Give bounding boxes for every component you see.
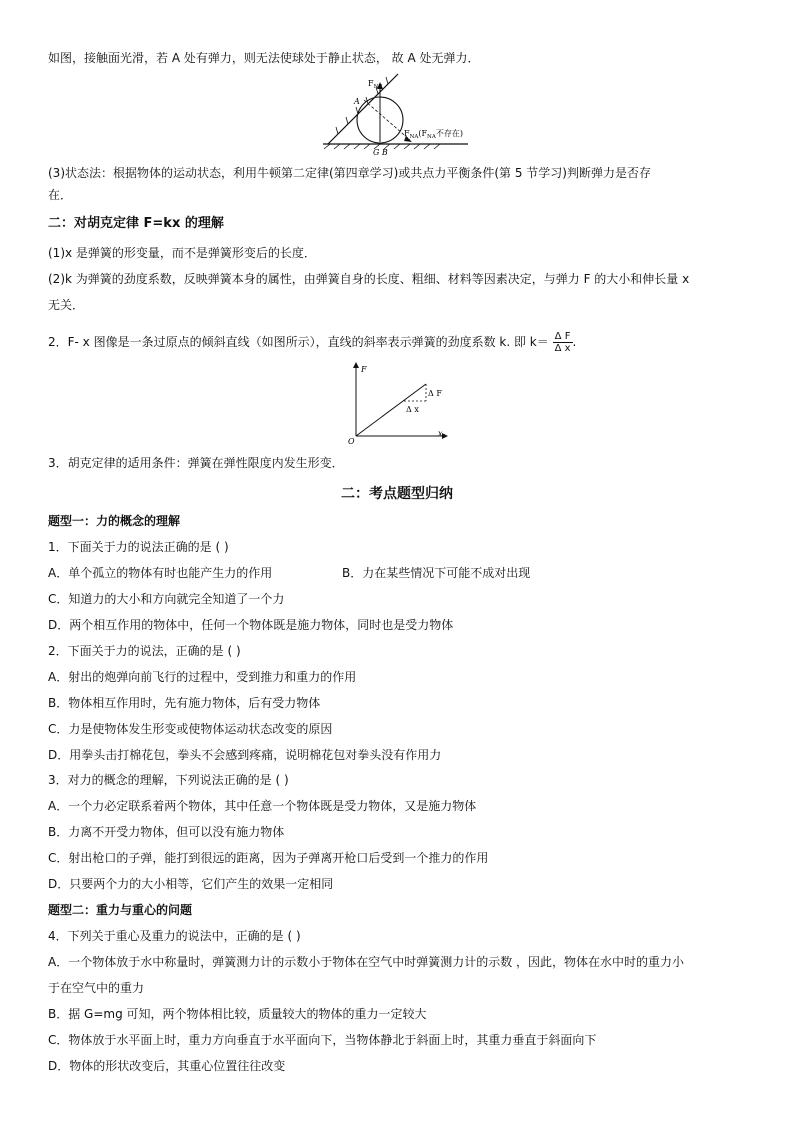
incline-line xyxy=(328,74,398,144)
axis-x-label: x xyxy=(438,429,443,438)
axis-f-label: F xyxy=(361,365,367,374)
q2-option-b: B．物体相互作用时，先有施力物体，后有受力物体 xyxy=(48,696,321,710)
delta-f-label: Δ F xyxy=(428,389,442,398)
q3-option-d: D．只要两个力的大小相等，它们产生的效果一定相同 xyxy=(48,877,334,891)
q4-option-a: A．一个物体放于水中称量时，弹簧测力计的示数小于物体在空气中时弹簧测力计的示数 ，因此，物体在水中时的重力小 xyxy=(48,955,685,969)
f-x-graph xyxy=(342,360,452,444)
q3-stem: 3．对力的概念的理解，下列说法正确的是 ( ) xyxy=(48,773,289,787)
hooke-graph-text: 2．F- x 图像是一条过原点的倾斜直线（如图所示），直线的斜率表示弹簧的劲度系数 k. 即 k＝ xyxy=(48,335,549,349)
intro-paragraph: 如图，接触面光滑，若 A 处有弹力，则无法使球处于静止状态， 故 A 处无弹力． xyxy=(48,51,480,65)
hooke-point-2b: 无关． xyxy=(48,298,85,312)
q4-option-c: C．物体放于水平面上时，重力方向垂直于水平面向下，当物体静北于斜面上时，其重力垂直于斜面向下 xyxy=(48,1033,597,1047)
label-fna: $F_{NA}(F_{NA}$不存在) xyxy=(404,129,463,140)
q1-stem: 1．下面关于力的说法正确的是 ( ) xyxy=(48,540,229,554)
q1-option-c: C．知道力的大小和方向就完全知道了一个力 xyxy=(48,592,285,606)
origin-label: O xyxy=(348,437,355,444)
q4-option-b: B．据 G=mg 可知，两个物体相比较，质量较大的物体的重力一定较大 xyxy=(48,1007,427,1021)
delta-x-label: Δ x xyxy=(406,405,419,414)
type1-heading: 题型一：力的概念的理解 xyxy=(48,514,181,528)
q4-option-d: D．物体的形状改变后，其重心位置往往改变 xyxy=(48,1059,286,1073)
section-title: 二：考点题型归纳 xyxy=(341,486,453,502)
hooke-graph-paragraph xyxy=(48,331,576,354)
y-axis-arrow xyxy=(353,362,359,368)
q4-option-a2: 于在空气中的重力 xyxy=(48,981,145,995)
hooke-point-1: (1)x 是弹簧的形变量，而不是弹簧形变后的长度． xyxy=(48,246,316,260)
q2-option-c: C．力是使物体发生形变或使物体运动状态改变的原因 xyxy=(48,722,333,736)
q3-option-a: A．一个力必定联系着两个物体，其中任意一个物体既是受力物体，又是施力物体 xyxy=(48,799,477,813)
state-method-paragraph: (3)状态法：根据物体的运动状态，利用牛顿第二定律(第四章学习)或共点力平衡条件(第 5 节学习)判断弹力是否存 xyxy=(48,166,651,180)
q2-option-a: A．射出的炮弹向前飞行的过程中，受到推力和重力的作用 xyxy=(48,670,357,684)
type2-heading: 题型二：重力与重心的问题 xyxy=(48,903,193,917)
ball-incline-figure xyxy=(318,72,488,158)
label-fnb: $F_{NB}$ xyxy=(368,79,383,90)
q1-option-d: D．两个相互作用的物体中，任何一个物体既是施力物体，同时也是受力物体 xyxy=(48,618,454,632)
q4-stem: 4．下列关于重心及重力的说法中，正确的是 ( ) xyxy=(48,929,301,943)
slope-numerator: Δ F xyxy=(553,331,573,343)
x-axis-arrow xyxy=(442,433,448,439)
hooke-point-2: (2)k 为弹簧的劲度系数，反映弹簧本身的属性，由弹簧自身的长度、粗细、材料等因素决定，与弹力 F 的大小和伸长量 x xyxy=(48,272,690,286)
q3-option-b: B．力离不开受力物体，但可以没有施力物体 xyxy=(48,825,285,839)
q1-option-b: B．力在某些情况下可能不成对出现 xyxy=(342,566,531,580)
slope-fraction xyxy=(553,331,573,354)
q3-option-c: C．射出枪口的子弹，能打到很远的距离，因为子弹离开枪口后受到一个推力的作用 xyxy=(48,851,489,865)
hooke-point-3: 3．胡克定律的适用条件：弹簧在弹性限度内发生形变． xyxy=(48,456,344,470)
state-method-paragraph-2: 在． xyxy=(48,188,73,202)
label-a: A xyxy=(354,97,360,106)
label-gb: G B xyxy=(373,148,388,157)
hooke-heading: 二：对胡克定律 F=kx 的理解 xyxy=(48,216,224,231)
q2-stem: 2．下面关于力的说法，正确的是 ( ) xyxy=(48,644,241,658)
q2-option-d: D．用拳头击打棉花包，拳头不会感到疼痛，说明棉花包对拳头没有作用力 xyxy=(48,748,442,762)
q1-option-a: A．单个孤立的物体有时也能产生力的作用 xyxy=(48,566,273,580)
slope-denominator: Δ x xyxy=(554,343,571,354)
slope-tail: . xyxy=(572,335,577,349)
